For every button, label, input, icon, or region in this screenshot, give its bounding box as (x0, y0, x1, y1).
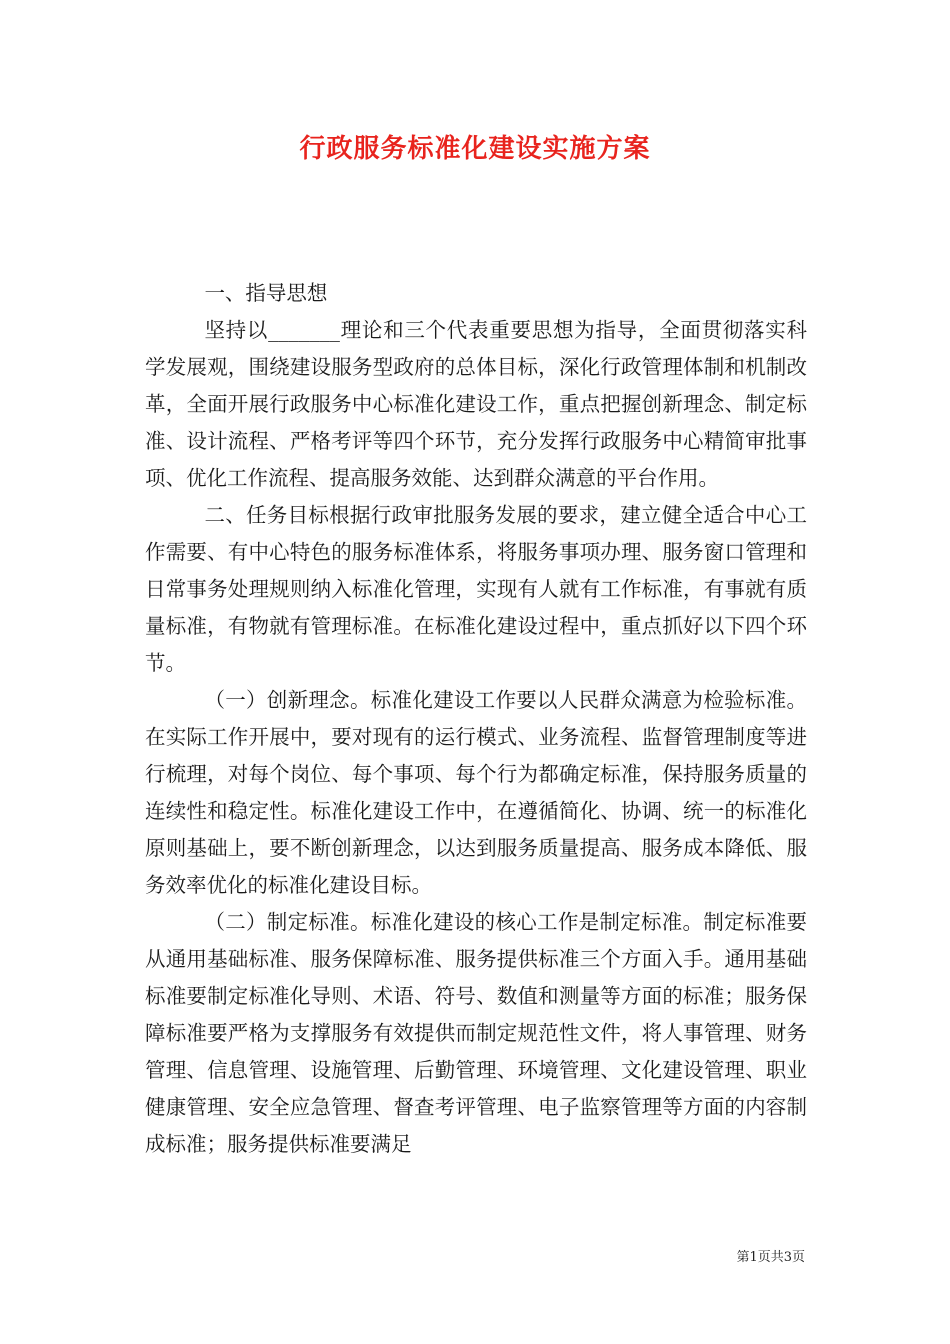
document-body (145, 275, 807, 1163)
paragraph: （一）创新理念。标准化建设工作要以人民群众满意为检验标准。在实际工作开展中，要对现有的运行模式、业务流程、监督管理制度等进行梳理，对每个岗位、每个事项、每个行为都确定标准，保持服务质量的连续性和稳定性。标准化建设工作中，在遵循简化、协调、统一的标准化原则基础上，要不断创新理念，以达到服务质量提高、服务成本降低、服务效率优化的标准化建设目标。 (145, 688, 807, 897)
document-title: 行政服务标准化建设实施方案 (299, 134, 651, 164)
paragraph: 二、任务目标根据行政审批服务发展的要求，建立健全适合中心工作需要、有中心特色的服务标准体系，将服务事项办理、服务窗口管理和日常事务处理规则纳入标准化管理，实现有人就有工作标准，有事就有质量标准，有物就有管理标准。在标准化建设过程中，重点抓好以下四个环节。 (145, 503, 807, 675)
section-heading: 一、指导思想 (204, 281, 328, 305)
paragraph: 坚持以_______理论和三个代表重要思想为指导，全面贯彻落实科学发展观，围绕建设服务型政府的总体目标，深化行政管理体制和机制改革，全面开展行政服务中心标准化建设工作，重点把握创新理念、制定标准、设计流程、严格考评等四个环节，充分发挥行政服务中心精简审批事项、优化工作流程、提高服务效能、达到群众满意的平台作用。 (145, 318, 807, 490)
paragraph: （二）制定标准。标准化建设的核心工作是制定标准。制定标准要从通用基础标准、服务保障标准、服务提供标准三个方面入手。通用基础标准要制定标准化导则、术语、符号、数值和测量等方面的标准；服务保障标准要严格为支撑服务有效提供而制定规范性文件，将人事管理、财务管理、信息管理、设施管理、后勤管理、环境管理、文化建设管理、职业健康管理、安全应急管理、督查考评管理、电子监察管理等方面的内容制成标准；服务提供标准要满足 (145, 910, 807, 1156)
page-number: 第1页共3页 (736, 1250, 805, 1265)
